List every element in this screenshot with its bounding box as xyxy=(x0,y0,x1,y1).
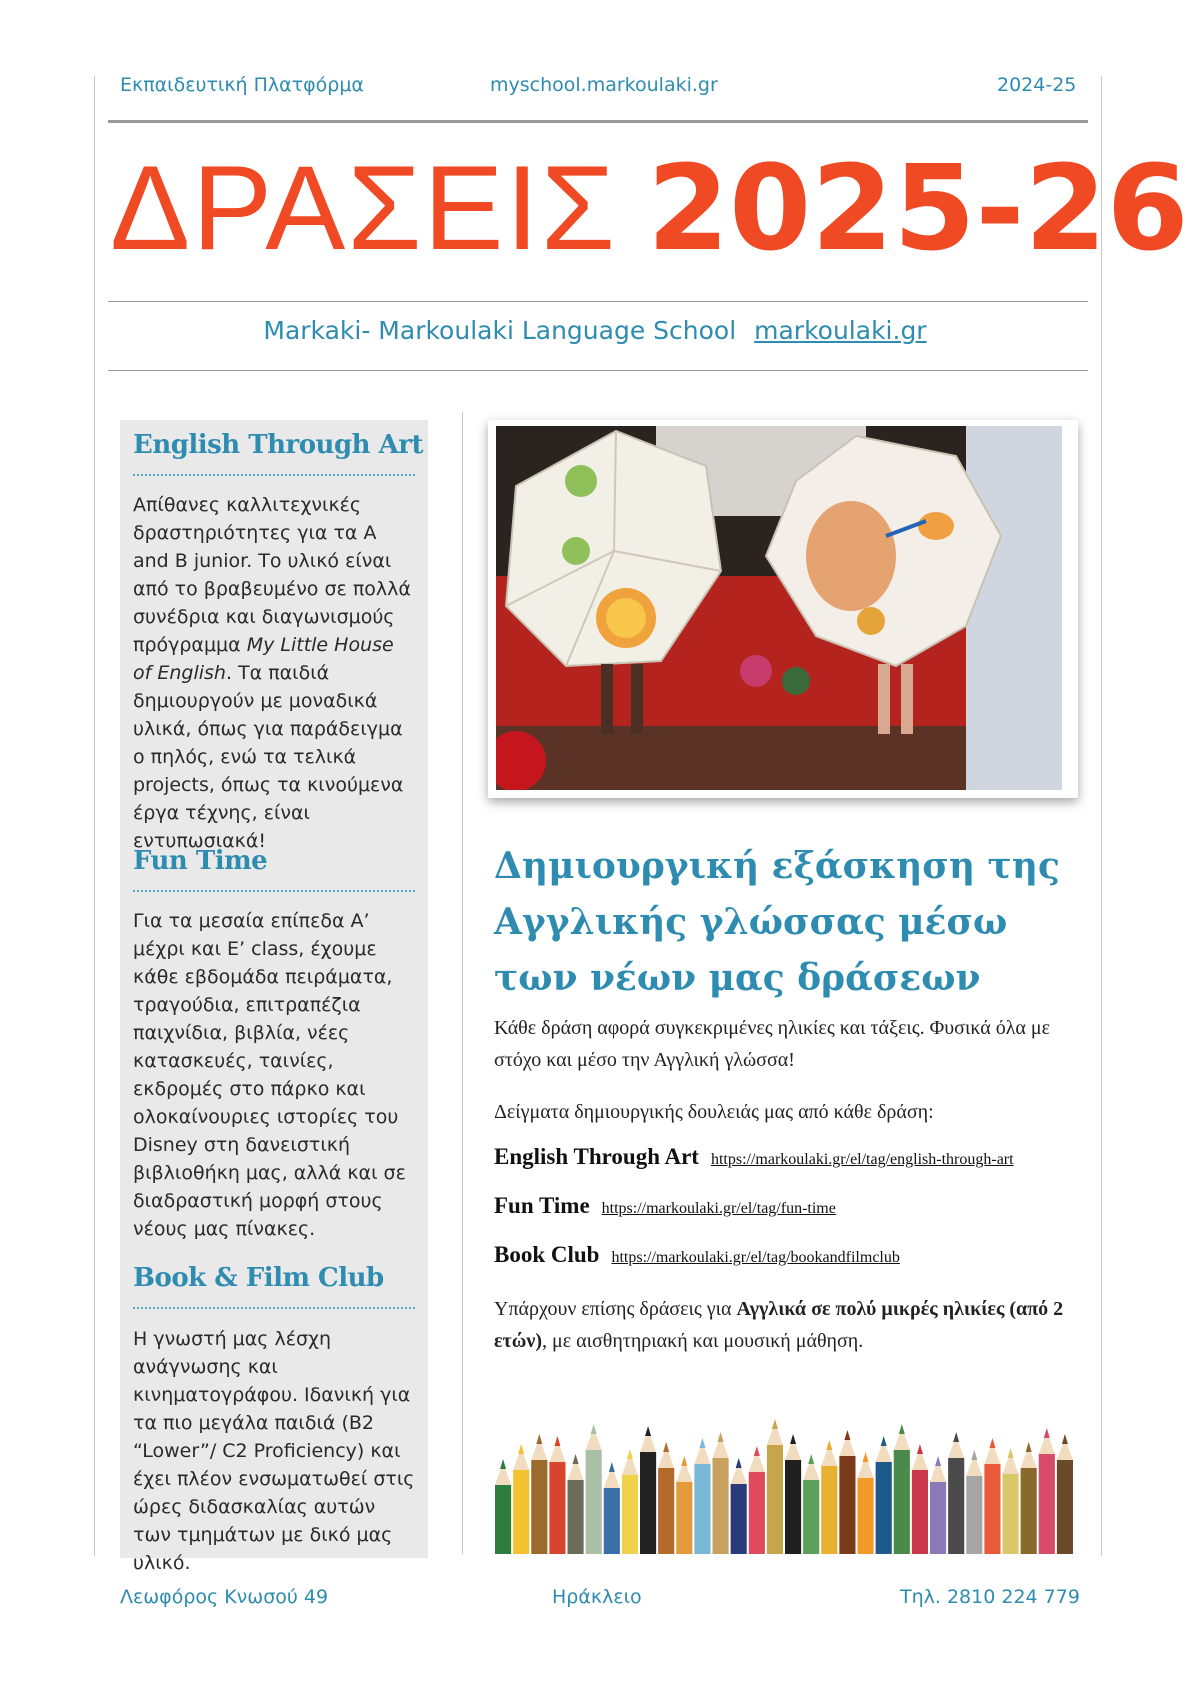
pencil-body xyxy=(948,1458,964,1554)
samples-label: Δείγματα δημιουργικής δουλειάς μας από κάθε δράση: xyxy=(494,1101,934,1123)
header-year: 2024-25 xyxy=(997,74,1077,96)
subtitle-divider xyxy=(108,370,1088,371)
sidebar-heading-book-film: Book & Film Club xyxy=(133,1263,384,1293)
link-label-book-club: Book Club xyxy=(494,1242,600,1267)
sidebar xyxy=(120,420,428,1574)
pencil-body xyxy=(676,1482,692,1554)
pencil-tip xyxy=(554,1436,560,1446)
pencil-tip xyxy=(663,1442,669,1452)
column-divider xyxy=(462,412,463,1554)
header-site-link[interactable]: myschool.markoulaki.gr xyxy=(490,74,718,96)
pencil-tip xyxy=(609,1462,615,1472)
sidebar-rule xyxy=(133,1307,415,1309)
pencil-body xyxy=(966,1476,982,1554)
pencil-tip xyxy=(645,1426,651,1436)
pencil-body xyxy=(531,1460,547,1554)
pencil-body xyxy=(586,1450,602,1554)
footer-city: Ηράκλειο xyxy=(552,1586,642,1608)
link-row-fun-time xyxy=(494,1193,836,1219)
pencil-tip xyxy=(772,1419,778,1429)
pencil-tip xyxy=(718,1432,724,1442)
pencil-body xyxy=(495,1485,511,1554)
pencil-tip xyxy=(863,1452,869,1462)
pencil-body xyxy=(767,1445,783,1554)
pencil-body xyxy=(785,1460,801,1554)
main-intro: Κάθε δράση αφορά συγκεκριμένες ηλικίες και τάξεις. Φυσικά όλα με στόχο και μέσο την Αγγλική γλώσσα! xyxy=(494,1017,1051,1071)
pencil-tip xyxy=(1008,1448,1014,1458)
sidebar-heading-fun-time: Fun Time xyxy=(133,846,268,876)
link-label-fun-time: Fun Time xyxy=(494,1193,590,1218)
pencil-tip xyxy=(518,1444,524,1454)
pencil-tip xyxy=(681,1456,687,1466)
pencil-tip xyxy=(754,1446,760,1456)
pencil-tip xyxy=(808,1454,814,1464)
main-closing: Υπάρχουν επίσης δράσεις για Αγγλικά σε πολύ μικρές ηλικίες (από 2 ετών), με αισθητηριακή και μουσική μάθηση. xyxy=(494,1298,1064,1352)
title-light: ΔΡΑΣΕΙΣ xyxy=(110,141,618,275)
pencil-tip xyxy=(790,1434,796,1444)
link-row-book-club xyxy=(494,1242,900,1268)
pencil-body xyxy=(858,1478,874,1554)
pencil-tip xyxy=(627,1449,633,1459)
pencil-body xyxy=(894,1450,910,1554)
pencil-tip xyxy=(917,1444,923,1454)
pencil-body xyxy=(1021,1468,1037,1554)
pencil-body xyxy=(713,1458,729,1554)
page-border-right xyxy=(1101,76,1102,1556)
pencil-tip xyxy=(844,1430,850,1440)
pencil-tip xyxy=(881,1436,887,1446)
pencil-body xyxy=(513,1470,529,1554)
pencil-body xyxy=(549,1462,565,1554)
umbrella-art-photo xyxy=(488,420,1078,798)
pencil-tip xyxy=(953,1432,959,1442)
pencil-body xyxy=(1039,1454,1055,1554)
colored-pencils-illustration xyxy=(494,1404,1074,1554)
sidebar-heading-art: English Through Art xyxy=(133,430,423,460)
title-divider xyxy=(108,301,1088,302)
link-url-art[interactable]: https://markoulaki.gr/el/tag/english-through-art xyxy=(710,1151,1014,1168)
school-name: Markaki- Markoulaki Language School xyxy=(263,316,737,345)
pencil-body xyxy=(821,1466,837,1554)
pencil-body xyxy=(1057,1460,1073,1554)
school-website-link[interactable]: markoulaki.gr xyxy=(754,316,927,345)
pencil-tip xyxy=(899,1424,905,1434)
pencil-body xyxy=(749,1472,765,1554)
pencil-tip xyxy=(1044,1428,1050,1438)
sidebar-text-book-film: Η γνωστή μας λέσχη ανάγνωσης και κινηματογράφου. Ιδανική για τα πιο μεγάλα παιδιά (B2 “Lower”/ C2 Proficiency) και έχει πλέον ενσωματωθεί στις ώρες διδασκαλίας αυτών των τμημάτων με δικό μας υλικό. xyxy=(133,1328,415,1574)
link-url-fun-time[interactable]: https://markoulaki.gr/el/tag/fun-time xyxy=(601,1200,836,1217)
pencil-body xyxy=(658,1468,674,1554)
pencil-body xyxy=(839,1456,855,1554)
link-row-art xyxy=(494,1144,1014,1170)
pencil-tip xyxy=(500,1459,506,1469)
pencil-tip xyxy=(536,1434,542,1444)
pencil-body xyxy=(803,1480,819,1554)
pencil-body xyxy=(694,1464,710,1554)
pencil-tip xyxy=(736,1458,742,1468)
pencil-tip xyxy=(971,1450,977,1460)
pencil-tip xyxy=(989,1438,995,1448)
sidebar-text-art: Απίθανες καλλιτεχνικές δραστηριότητες για τα A and B junior. Το υλικό είναι από το βραβευμένο σε πολλά συνέδρια και διαγωνισμούς πρόγραμμα My Little House of English. Τα παιδιά δημιουργούν με μοναδικά υλικά, όπως για παράδειγμα ο πηλός, ενώ τα τελικά projects, όπως τα κινούμενα έργα τέχνης, είναι εντυπωσιακά! xyxy=(133,494,411,852)
pencil-tip xyxy=(591,1424,597,1434)
pencil-tip xyxy=(826,1440,832,1450)
header-platform: Εκπαιδευτική Πλατφόρμα xyxy=(120,74,364,96)
footer-address: Λεωφόρος Κνωσού 49 xyxy=(120,1586,329,1608)
link-label-art: English Through Art xyxy=(494,1144,699,1169)
link-url-book-club[interactable]: https://markoulaki.gr/el/tag/bookandfilmclub xyxy=(611,1249,900,1266)
pencil-tip xyxy=(573,1454,579,1464)
pencil-body xyxy=(1003,1474,1019,1554)
footer-phone: Τηλ. 2810 224 779 xyxy=(900,1586,1080,1608)
title-bold: 2025-26 xyxy=(647,139,1189,277)
sidebar-rule xyxy=(133,890,415,892)
sidebar-text-fun-time: Για τα μεσαία επίπεδα A’ μέχρι και E’ class, έχουμε κάθε εβδομάδα πειράματα, τραγούδια, επιτραπέζια παιχνίδια, βιβλία, νέες κατασκευές, ταινίες, εκδρομές στο πάρκο και ολοκαίνουριες ιστορίες του Disney στη δανειστική βιβλιοθήκη μας, αλλά και σε διαδραστική μορφή στους νέους μας πίνακες. xyxy=(133,910,406,1240)
pencil-body xyxy=(876,1462,892,1554)
header-divider xyxy=(108,120,1088,123)
pencil-body xyxy=(622,1475,638,1554)
pencil-tip xyxy=(1026,1442,1032,1452)
pencil-tip xyxy=(699,1438,705,1448)
sidebar-rule xyxy=(133,474,415,476)
pencil-body xyxy=(604,1488,620,1554)
school-line xyxy=(0,316,1190,345)
photo-illustration xyxy=(496,426,1062,790)
pencil-body xyxy=(912,1470,928,1554)
pencil-tip xyxy=(1062,1434,1068,1444)
pencil-body xyxy=(984,1464,1000,1554)
pencil-body xyxy=(640,1452,656,1554)
pencil-body xyxy=(930,1482,946,1554)
pencil-body xyxy=(568,1480,584,1554)
pencil-body xyxy=(731,1484,747,1554)
main-heading: Δημιουργική εξάσκηση της Αγγλικής γλώσσας μέσω των νέων μας δράσεων xyxy=(494,845,1060,999)
pencil-tip xyxy=(935,1456,941,1466)
page-title xyxy=(110,138,1189,278)
page-border-left xyxy=(94,76,95,1556)
